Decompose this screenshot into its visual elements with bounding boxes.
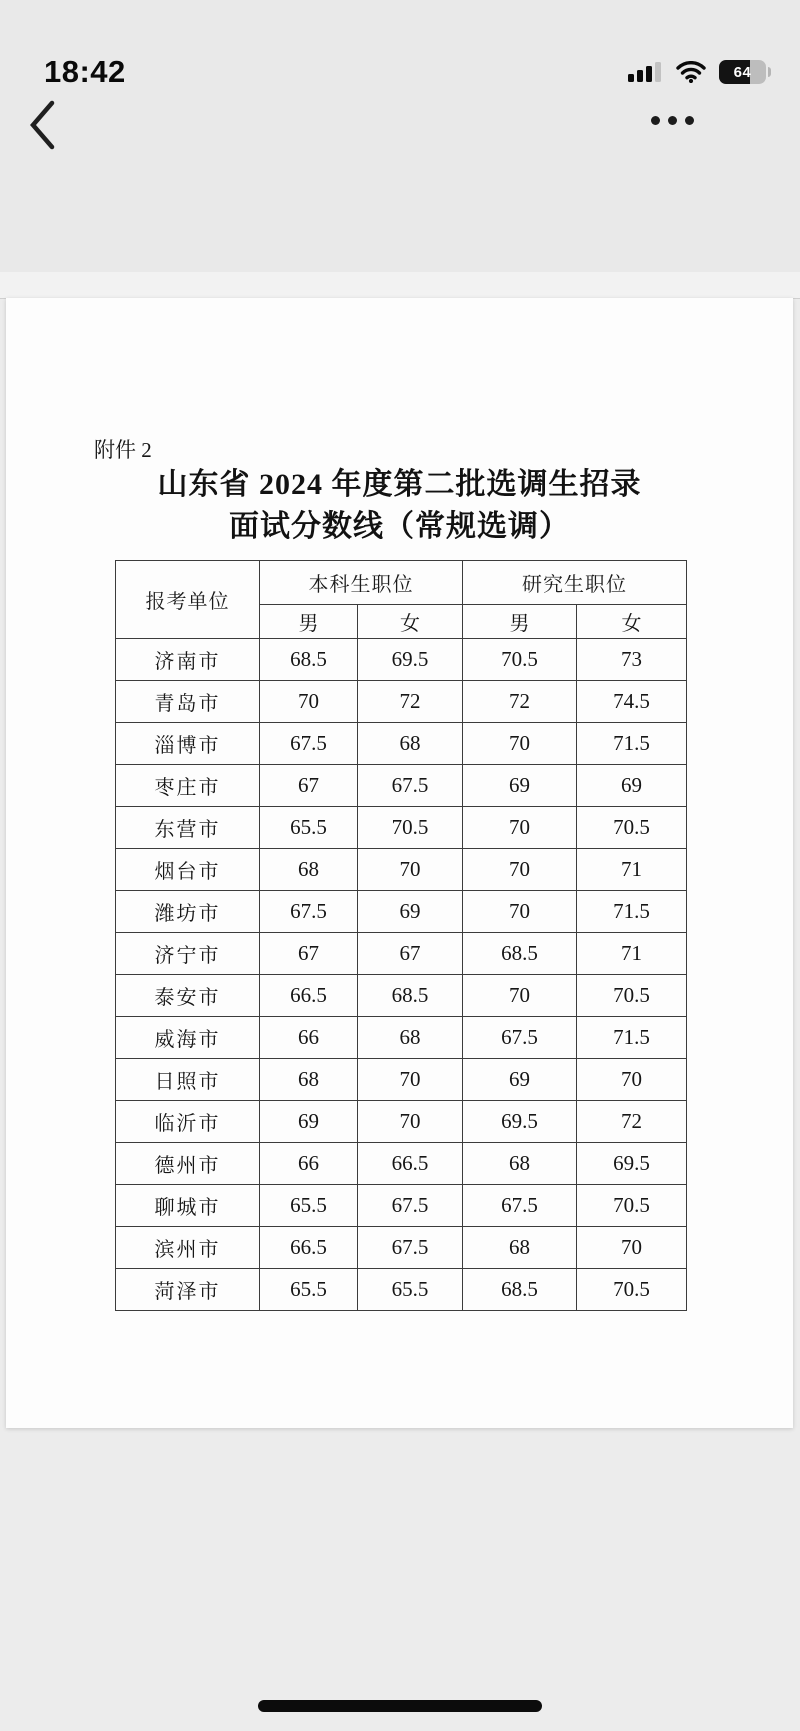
document-page xyxy=(6,298,793,1428)
score-cell: 68 xyxy=(260,849,358,891)
city-cell: 东营市 xyxy=(116,807,260,849)
city-cell: 青岛市 xyxy=(116,681,260,723)
table-row xyxy=(116,1143,687,1185)
score-table-body xyxy=(116,639,687,1311)
header-undergrad-male: 男 xyxy=(260,605,358,639)
status-time: 18:42 xyxy=(44,54,126,89)
table-row xyxy=(116,1269,687,1311)
battery-cap xyxy=(768,67,772,77)
table-row xyxy=(116,1059,687,1101)
score-cell: 70.5 xyxy=(577,807,687,849)
score-cell: 66.5 xyxy=(358,1143,463,1185)
score-cell: 69 xyxy=(463,765,577,807)
score-cell: 70 xyxy=(577,1059,687,1101)
score-cell: 70 xyxy=(358,849,463,891)
score-cell: 71 xyxy=(577,849,687,891)
score-cell: 71.5 xyxy=(577,891,687,933)
table-row xyxy=(116,933,687,975)
document-title-line2: 面试分数线（常规选调） xyxy=(229,510,570,543)
score-cell: 69 xyxy=(358,891,463,933)
score-cell: 68.5 xyxy=(358,975,463,1017)
header-undergrad-group: 本科生职位 xyxy=(260,561,463,605)
score-cell: 67 xyxy=(260,933,358,975)
score-cell: 68 xyxy=(260,1059,358,1101)
score-cell: 74.5 xyxy=(577,681,687,723)
score-cell: 70.5 xyxy=(358,807,463,849)
score-cell: 70 xyxy=(358,1059,463,1101)
city-cell: 淄博市 xyxy=(116,723,260,765)
table-row xyxy=(116,891,687,933)
score-cell: 68 xyxy=(358,1017,463,1059)
score-cell: 72 xyxy=(463,681,577,723)
city-cell: 济南市 xyxy=(116,639,260,681)
score-cell: 70 xyxy=(463,723,577,765)
score-cell: 67 xyxy=(358,933,463,975)
score-cell: 70 xyxy=(463,849,577,891)
score-cell: 66 xyxy=(260,1143,358,1185)
table-row xyxy=(116,1101,687,1143)
score-cell: 70 xyxy=(358,1101,463,1143)
table-row xyxy=(116,849,687,891)
battery-icon xyxy=(719,60,766,84)
score-cell: 67.5 xyxy=(358,765,463,807)
document-title-line1: 山东省 2024 年度第二批选调生招录 xyxy=(157,468,642,501)
score-cell: 67.5 xyxy=(358,1227,463,1269)
header-row-groups xyxy=(116,561,687,605)
score-cell: 72 xyxy=(358,681,463,723)
score-cell: 71.5 xyxy=(577,723,687,765)
home-indicator-bar[interactable] xyxy=(258,1700,542,1712)
score-cell: 67.5 xyxy=(358,1185,463,1227)
table-row xyxy=(116,723,687,765)
header-unit: 报考单位 xyxy=(116,561,260,639)
city-cell: 菏泽市 xyxy=(116,1269,260,1311)
city-cell: 济宁市 xyxy=(116,933,260,975)
score-cell: 67.5 xyxy=(463,1017,577,1059)
back-chevron-icon[interactable] xyxy=(26,98,58,152)
score-cell: 65.5 xyxy=(260,1269,358,1311)
score-cell: 68 xyxy=(358,723,463,765)
city-cell: 枣庄市 xyxy=(116,765,260,807)
city-cell: 德州市 xyxy=(116,1143,260,1185)
score-cell: 70.5 xyxy=(577,1269,687,1311)
header-grad-group: 研究生职位 xyxy=(463,561,687,605)
score-cell: 65.5 xyxy=(358,1269,463,1311)
document-title xyxy=(6,464,793,548)
score-cell: 69.5 xyxy=(463,1101,577,1143)
battery-percent: 64 xyxy=(733,63,752,81)
score-cell: 66.5 xyxy=(260,1227,358,1269)
score-cell: 68.5 xyxy=(463,933,577,975)
score-cell: 71 xyxy=(577,933,687,975)
score-table xyxy=(115,560,687,1311)
table-row xyxy=(116,1227,687,1269)
score-cell: 70.5 xyxy=(577,975,687,1017)
city-cell: 烟台市 xyxy=(116,849,260,891)
status-bar xyxy=(0,0,800,100)
score-cell: 67.5 xyxy=(260,891,358,933)
wifi-icon xyxy=(676,61,706,83)
score-cell: 70 xyxy=(463,891,577,933)
city-cell: 滨州市 xyxy=(116,1227,260,1269)
status-icons xyxy=(628,60,766,84)
score-cell: 70 xyxy=(463,807,577,849)
table-row xyxy=(116,765,687,807)
city-cell: 泰安市 xyxy=(116,975,260,1017)
score-cell: 69 xyxy=(260,1101,358,1143)
score-cell: 66 xyxy=(260,1017,358,1059)
score-cell: 69.5 xyxy=(358,639,463,681)
header-undergrad-female: 女 xyxy=(358,605,463,639)
more-menu-icon[interactable] xyxy=(651,116,694,125)
cellular-signal-icon xyxy=(628,61,663,83)
city-cell: 威海市 xyxy=(116,1017,260,1059)
score-cell: 69 xyxy=(577,765,687,807)
score-cell: 70.5 xyxy=(577,1185,687,1227)
table-row xyxy=(116,681,687,723)
header-grad-male: 男 xyxy=(463,605,577,639)
attachment-label: 附件 2 xyxy=(94,438,152,462)
score-cell: 70.5 xyxy=(463,639,577,681)
score-cell: 67.5 xyxy=(463,1185,577,1227)
score-cell: 68 xyxy=(463,1143,577,1185)
city-cell: 日照市 xyxy=(116,1059,260,1101)
score-cell: 70 xyxy=(463,975,577,1017)
score-cell: 66.5 xyxy=(260,975,358,1017)
header-grad-female: 女 xyxy=(577,605,687,639)
table-row xyxy=(116,807,687,849)
score-cell: 70 xyxy=(260,681,358,723)
page-top-band xyxy=(0,272,800,299)
city-cell: 潍坊市 xyxy=(116,891,260,933)
score-cell: 65.5 xyxy=(260,1185,358,1227)
table-row xyxy=(116,1185,687,1227)
score-cell: 67 xyxy=(260,765,358,807)
score-cell: 65.5 xyxy=(260,807,358,849)
score-cell: 68.5 xyxy=(463,1269,577,1311)
table-row xyxy=(116,1017,687,1059)
score-cell: 73 xyxy=(577,639,687,681)
score-cell: 68 xyxy=(463,1227,577,1269)
table-row xyxy=(116,975,687,1017)
score-cell: 68.5 xyxy=(260,639,358,681)
score-cell: 72 xyxy=(577,1101,687,1143)
nav-bar xyxy=(0,90,800,160)
city-cell: 临沂市 xyxy=(116,1101,260,1143)
score-cell: 71.5 xyxy=(577,1017,687,1059)
score-cell: 69 xyxy=(463,1059,577,1101)
score-cell: 69.5 xyxy=(577,1143,687,1185)
score-cell: 67.5 xyxy=(260,723,358,765)
score-cell: 70 xyxy=(577,1227,687,1269)
city-cell: 聊城市 xyxy=(116,1185,260,1227)
table-row xyxy=(116,639,687,681)
